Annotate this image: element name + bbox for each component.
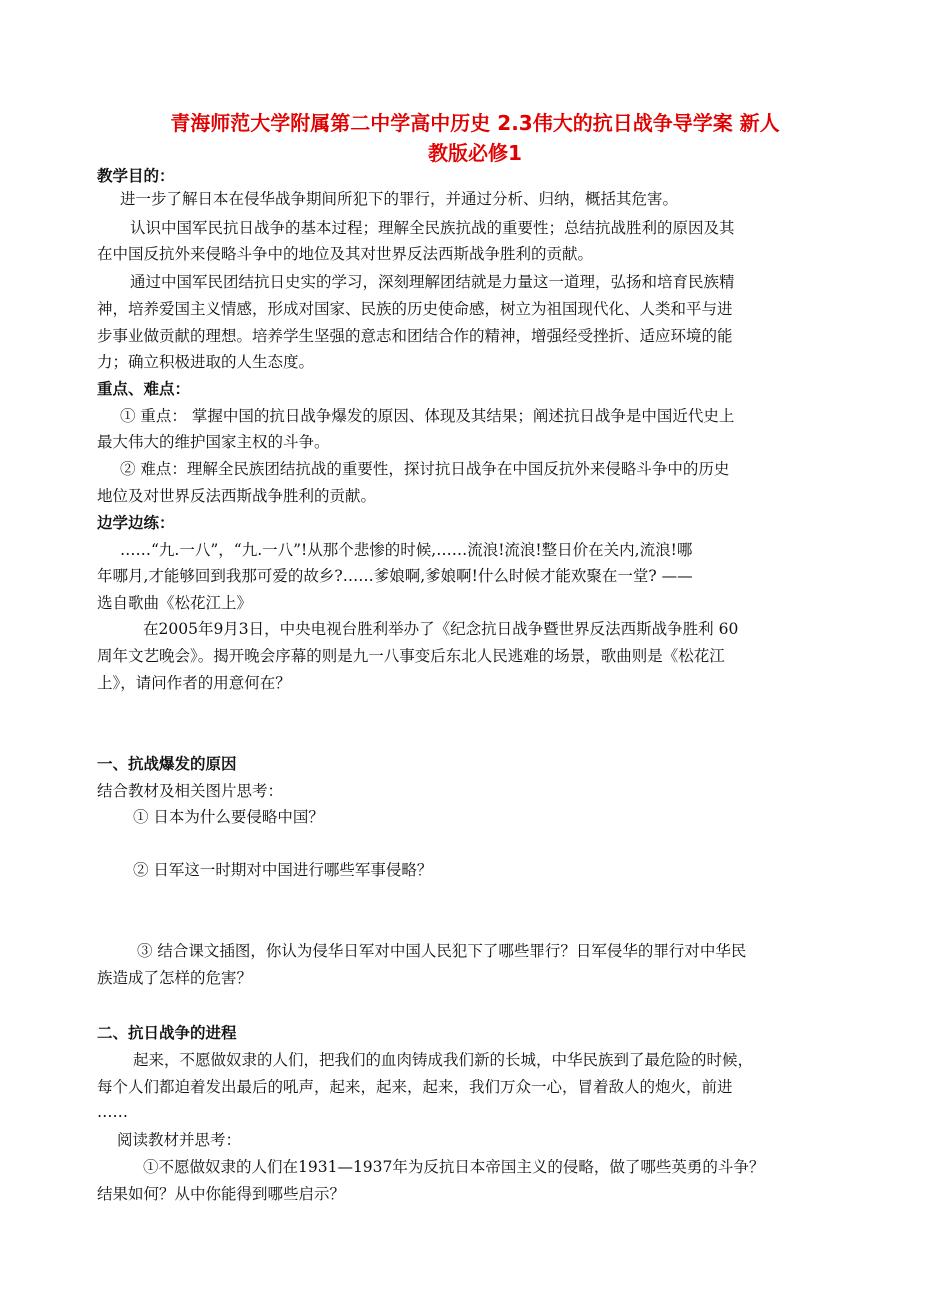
practice-line: ……“九.一八”，“九.一八”!从那个悲惨的时候,……流浪!流浪!整日价在关内,流浪!哪 — [120, 541, 693, 559]
key-points-heading: 重点、难点： — [97, 380, 191, 398]
goal-line: 认识中国军民抗日战争的基本过程；理解全民族抗战的重要性；总结抗战胜利的原因及其 — [130, 219, 735, 237]
goal-line: 神，培养爱国主义情感，形成对国家、民族的历史使命感，树立为祖国现代化、人类和平与进 — [97, 300, 733, 318]
practice-line: 选自歌曲《松花江上》 — [97, 594, 253, 612]
goal-line: 力；确立积极进取的人生态度。 — [97, 353, 315, 371]
title-line-1: 青海师范大学附属第二中学高中历史 2.3伟大的抗日战争导学案 新人 — [170, 111, 780, 135]
song-line: …… — [97, 1103, 128, 1121]
section2-question: ①不愿做奴隶的人们在1931—1937年为反抗日本帝国主义的侵略，做了哪些英勇的斗争？ — [143, 1158, 765, 1176]
section1-question: 族造成了怎样的危害？ — [97, 969, 253, 987]
section1-intro: 结合教材及相关图片思考： — [97, 782, 284, 800]
document-title — [95, 108, 855, 168]
practice-heading: 边学边练： — [97, 514, 175, 532]
practice-line: 在2005年9月3日，中央电视台胜利举办了《纪念抗日战争暨世界反法西斯战争胜利 60 — [143, 620, 739, 638]
key-point-line: 最大伟大的维护国家主权的斗争。 — [97, 433, 330, 451]
goals-heading: 教学目的： — [97, 167, 175, 185]
goal-line: 通过中国军民团结抗日史实的学习，深刻理解团结就是力量这一道理，弘扬和培育民族精 — [130, 273, 735, 291]
key-point-line: ② 难点：理解全民族团结抗战的重要性，探讨抗日战争在中国反抗外来侵略斗争中的历史 — [120, 460, 730, 478]
practice-line: 周年文艺晚会》。揭开晚会序幕的则是九一八事变后东北人民逃难的场景，歌曲则是《松花江 — [97, 647, 725, 665]
section2-question: 结果如何？从中你能得到哪些启示？ — [97, 1185, 346, 1203]
section2-heading: 二、抗日战争的进程 — [97, 1024, 237, 1042]
title-line-2: 教版必修1 — [428, 141, 522, 165]
key-point-line: ① 重点： 掌握中国的抗日战争爆发的原因、体现及其结果；阐述抗日战争是中国近代史上 — [120, 407, 735, 425]
section1-question: ① 日本为什么要侵略中国？ — [133, 808, 324, 826]
section1-question: ③ 结合课文插图，你认为侵华日军对中国人民犯下了哪些罪行？日军侵华的罪行对中华民 — [137, 942, 747, 960]
practice-line: 上》，请问作者的用意何在？ — [97, 674, 291, 692]
goal-line: 在中国反抗外来侵略斗争中的地位及其对世界反法西斯战争胜利的贡献。 — [97, 245, 594, 263]
goal-line: 进一步了解日本在侵华战争期间所犯下的罪行，并通过分析、归纳，概括其危害。 — [120, 190, 679, 208]
song-line: 每个人们都迫着发出最后的吼声，起来，起来，起来，我们万众一心，冒着敌人的炮火，前进 — [97, 1078, 733, 1096]
section1-heading: 一、抗战爆发的原因 — [97, 755, 237, 773]
section2-read-prompt: 阅读教材并思考： — [117, 1131, 242, 1149]
key-point-line: 地位及对世界反法西斯战争胜利的贡献。 — [97, 487, 377, 505]
goal-line: 步事业做贡献的理想。培养学生坚强的意志和团结合作的精神，增强经受挫折、适应环境的能 — [97, 327, 733, 345]
practice-line: 年哪月,才能够回到我那可爱的故乡?……爹娘啊,爹娘啊!什么时候才能欢聚在一堂? —— — [97, 567, 693, 585]
section1-question: ② 日军这一时期对中国进行哪些军事侵略？ — [133, 861, 433, 879]
song-line: 起来，不愿做奴隶的人们，把我们的血肉铸成我们新的长城，中华民族到了最危险的时候， — [133, 1051, 754, 1069]
